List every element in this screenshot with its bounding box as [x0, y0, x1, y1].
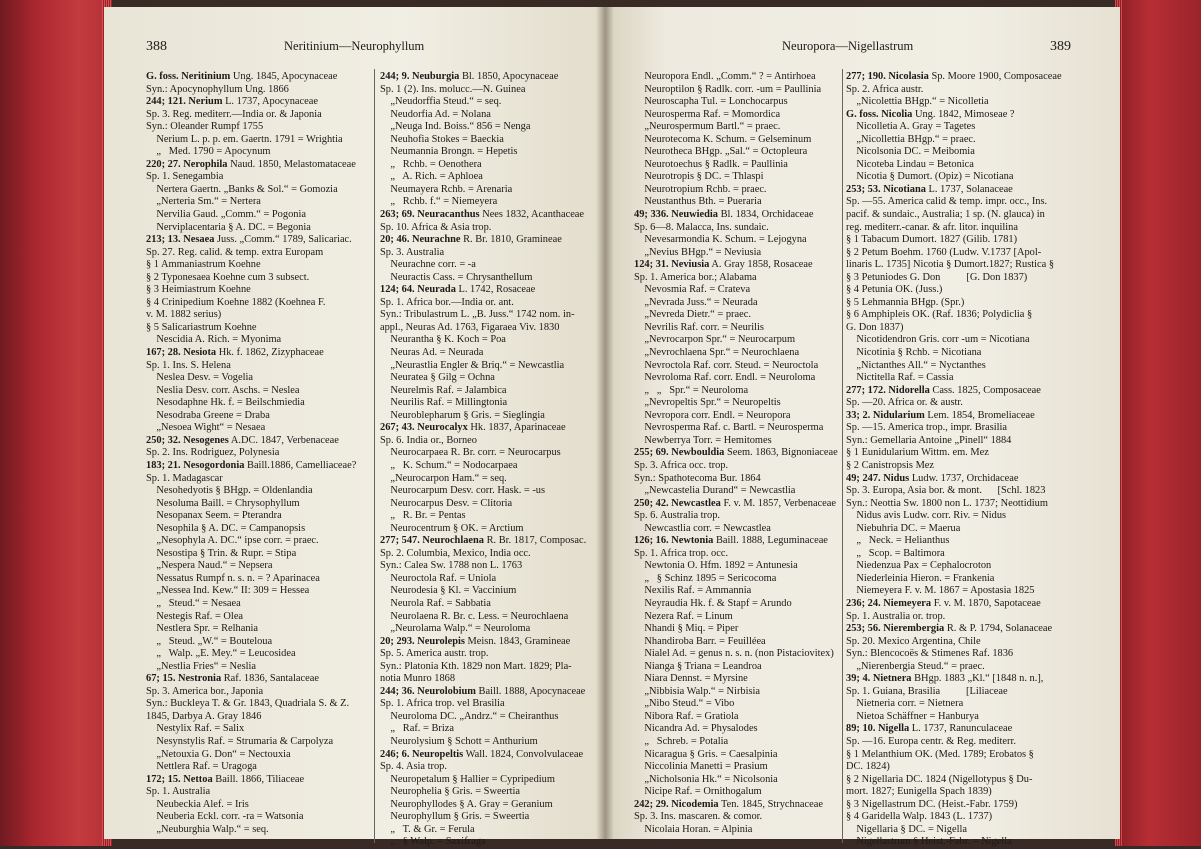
entry-line: Nicandra Ad. = Physalodes	[634, 723, 758, 735]
entry-line: 277; 190. Nicolasia Sp. Moore 1900, Composaceae	[846, 71, 1062, 82]
entry-line: Nicolsonia DC. = Meibomia	[846, 146, 975, 158]
entry-line: Syn.: Calea Sw. 1788 non L. 1763	[380, 560, 523, 572]
entry-line: 49; 247. Nidus Ludw. 1737, Orchidaceae	[846, 472, 1019, 484]
entry-line: Neurosperma Raf. = Momordica	[634, 108, 781, 120]
entry-line: Neurolaena R. Br. c. Less. = Neurochlaena	[380, 610, 569, 622]
entry-line: 255; 69. Newbouldia Seem. 1863, Bignoniaceae	[634, 447, 838, 459]
entry-line: 244; 121. Nerium L. 1737, Apocynaceae	[146, 96, 318, 108]
entry-line: Sp. 5. America austr. trop.	[380, 648, 489, 660]
entry-line: „Netouxia G. Don“ = Nectouxia	[146, 748, 291, 760]
entry-line: Sp. 6. India or., Borneo	[380, 434, 477, 446]
left-page-number: 388	[146, 39, 167, 54]
entry-line: Sp. 1. Australia or. trop.	[846, 610, 946, 622]
entry-line: „Neurastlia Engler & Briq.“ = Newcastlia	[380, 359, 565, 371]
entry-line: § 4 Petunia OK. (Juss.)	[846, 284, 943, 296]
entry-line: Nigellastrum § Heist.-Fabr. = Nigella	[846, 836, 1012, 848]
entry-line: Nevrosperma Raf. c. Bartl. = Neurosperma	[634, 422, 824, 434]
entry-line: 213; 13. Nesaea Juss. „Comm.“ 1789, Salicariac.	[146, 234, 352, 246]
entry-line: Nevroctola Raf. corr. Steud. = Neuroctola	[634, 359, 819, 371]
entry-line: Nicolaia Horan. = Alpinia	[634, 823, 753, 835]
right-column-1	[634, 71, 838, 836]
entry-line: Nerviplacentaria § A. DC. = Begonia	[146, 221, 311, 233]
entry-line: Neuroloma DC. „Andrz.“ = Cheiranthus	[380, 710, 559, 722]
entry-line: Nesophila § A. DC. = Campanopsis	[146, 522, 306, 534]
entry-line: Neustanthus Bth. = Pueraria	[634, 196, 762, 208]
entry-line: § 4 Garidella Walp. 1843 (L. 1737)	[846, 811, 993, 823]
entry-line: „Nevrochlaena Spr.“ = Neurochlaena	[634, 347, 800, 359]
entry-line: 244; 36. Neurolobium Baill. 1888, Apocynaceae	[380, 685, 586, 697]
entry-line: Niebuhria DC. = Maerua	[846, 522, 961, 534]
entry-line: Neurelmis Raf. = Jalambica	[380, 384, 507, 396]
entry-line: Nevroloma Raf. corr. Endl. = Neuroloma	[634, 372, 816, 384]
entry-line: Neurolysium § Schott = Anthurium	[380, 735, 538, 747]
entry-line: Sp. 1. Africa bor.—India or. ant.	[380, 296, 514, 308]
entry-line: „Newcastelia Durand“ = Newcastlia	[634, 485, 796, 497]
entry-line: Nicotia § Dumort. (Opiz) = Nicotiana	[846, 171, 1014, 183]
right-running-head: Neuropora—Nigellastrum	[782, 39, 914, 53]
entry-line: 167; 28. Nesiota Hk. f. 1862, Zizyphaceae	[146, 347, 324, 359]
entry-line: Neuractis Cass. = Chrysanthellum	[380, 271, 533, 283]
entry-line: § 3 Nigellastrum DC. (Heist.-Fabr. 1759)	[846, 798, 1018, 810]
entry-line: Niederleinia Hieron. = Frankenia	[846, 572, 995, 584]
entry-line: 124; 64. Neurada L. 1742, Rosaceae	[380, 284, 536, 296]
entry-line: Sp. 4. Asia trop.	[380, 761, 447, 773]
entry-line: 277; 172. Nidorella Cass. 1825, Composaceae	[846, 384, 1041, 396]
book-edge-left	[0, 0, 112, 846]
entry-line: „ T. & Gr. = Ferula	[380, 823, 475, 835]
entry-line: Neurocarpum Desv. corr. Hask. = -us	[380, 485, 546, 497]
entry-line: „Neurospermum Bartl.“ = praec.	[634, 121, 781, 133]
entry-line: Nettlera Raf. = Uragoga	[146, 761, 257, 773]
entry-line: 246; 6. Neuropeltis Wall. 1824, Convolvulaceae	[380, 748, 584, 760]
entry-line: Nicotidendron Gris. corr -um = Nicotiana	[846, 334, 1030, 346]
entry-line: Sp. 1 (2). Ins. molucc.—N. Guinea	[380, 83, 526, 95]
entry-line: Sp. —15. America trop., impr. Brasilia	[846, 422, 1008, 434]
entry-line: Nerium L. p. p. em. Gaertn. 1791 = Wrightia	[146, 133, 343, 145]
entry-line: „Neurolama Walp.“ = Neuroloma	[380, 623, 531, 635]
entry-line: Sp. —16. Europa centr. & Reg. mediterr.	[846, 735, 1016, 747]
entry-line: Nietneria corr. = Nietnera	[846, 698, 964, 710]
entry-line: Sp. 2. Africa austr.	[846, 83, 924, 95]
entry-line: 1845, Darbya A. Gray 1846	[146, 710, 262, 722]
entry-line: § 5 Salicariastrum Koehne	[146, 321, 257, 333]
entry-line: Sp. 1. Guiana, Brasilia [Liliaceae	[846, 685, 1008, 697]
entry-line: Syn.: Tribulastrum L. „B. Juss.“ 1742 nom. in-	[380, 309, 575, 321]
entry-line: „ Rchb. = Oenothera	[380, 158, 482, 170]
entry-line: Niccolinia Manetti = Prasium	[634, 761, 768, 773]
entry-line: Sp. 1. Ins. S. Helena	[146, 359, 231, 371]
entry-line: Neuroptilon § Radlk. corr. -um = Paullinia	[634, 83, 822, 95]
entry-line: „Nicholsonia Hk.“ = Nicolsonia	[634, 773, 778, 785]
entry-line: Neudorfia Ad. = Nolana	[380, 108, 491, 120]
entry-line: Nicipe Raf. = Ornithogalum	[634, 786, 762, 798]
entry-line: „ Steud.“ = Nesaea	[146, 597, 241, 609]
entry-line: Sp. 27. Reg. calid. & temp. extra Europam	[146, 246, 324, 258]
entry-line: „ Med. 1790 = Apocynum	[146, 146, 271, 158]
entry-line: „ § Schinz 1895 = Sericocoma	[634, 572, 777, 584]
entry-line: Neurantha § K. Koch = Poa	[380, 334, 506, 346]
left-column-2	[380, 71, 586, 849]
entry-line: Nevrilis Raf. corr. = Neurilis	[634, 321, 764, 333]
entry-line: mort. 1827; Eunigella Spach 1839)	[846, 786, 992, 798]
entry-line: 253; 53. Nicotiana L. 1737, Solanaceae	[846, 183, 1013, 195]
entry-line: „ Scop. = Baltimora	[846, 547, 945, 559]
entry-line: G. foss. Nicolia Ung. 1842, Mimoseae ?	[846, 108, 1015, 120]
entry-line: Nictitella Raf. = Cassia	[846, 372, 954, 384]
entry-line: reg. mediterr.-canar. & afr. litor. inquilina	[846, 221, 1018, 233]
entry-line: Neuroscapha Tul. = Lonchocarpus	[634, 96, 788, 108]
entry-line: „Nessea Ind. Kew.“ II: 309 = Hessea	[146, 585, 310, 597]
entry-line: § 2 Nigellaria DC. 1824 (Nigellotypus § Du-	[846, 773, 1033, 785]
entry-line: „Nictanthes All.“ = Nyctanthes	[846, 359, 986, 371]
entry-line: Nestlera Spr. = Relhania	[146, 623, 259, 635]
right-column-rule	[842, 69, 843, 843]
entry-line: Nesoluma Baill. = Chrysophyllum	[146, 497, 300, 509]
entry-line: Neurotheca BHgp. „Sal.“ = Octopleura	[634, 146, 808, 158]
entry-line: „Nevrocarpon Spr.“ = Neurocarpum	[634, 334, 796, 346]
entry-line: § 3 Heimiastrum Koehne	[146, 284, 251, 296]
entry-line: § 1 Ammaniastrum Koehne	[146, 259, 261, 271]
right-column-2	[846, 71, 1062, 849]
entry-line: Neubeckia Alef. = Iris	[146, 798, 249, 810]
entry-line: Sp. 10. Africa & Asia trop.	[380, 221, 492, 233]
entry-line: Neurodesia § Kl. = Vaccinium	[380, 585, 517, 597]
entry-line: „ „ Spr.“ = Neuroloma	[634, 384, 749, 396]
entry-line: Newcastlia corr. = Newcastlea	[634, 522, 771, 534]
entry-line: Neuhofia Stokes = Baeckia	[380, 133, 504, 145]
entry-line: Neurotropium Rchb. = praec.	[634, 183, 767, 195]
entry-line: 126; 16. Newtonia Baill. 1888, Leguminaceae	[634, 535, 828, 547]
entry-line: Nianga § Triana = Leandroa	[634, 660, 762, 672]
entry-line: „Neudorffia Steud.“ = seq.	[380, 96, 502, 108]
entry-line: 172; 15. Nettoa Baill. 1866, Tiliaceae	[146, 773, 305, 785]
entry-line: Sp. 1. Madagascar	[146, 472, 223, 484]
entry-line: § 5 Lehmannia BHgp. (Spr.)	[846, 296, 965, 308]
entry-line: Newberrya Torr. = Hemitomes	[634, 434, 772, 446]
entry-line: Syn.: Buckleya T. & Gr. 1843, Quadriala S. & Z.	[146, 698, 350, 710]
entry-line: Nevosmia Raf. = Crateva	[634, 284, 751, 296]
entry-line: 267; 43. Neurocalyx Hk. 1837, Aparinaceae	[380, 422, 566, 434]
entry-line: „Nicollettia BHgp.“ = praec.	[846, 133, 976, 145]
entry-line: Neslia Desv. corr. Aschs. = Neslea	[146, 384, 300, 396]
entry-line: G. foss. Neritinium Ung. 1845, Apocynaceae	[146, 71, 338, 82]
entry-line: Neuropora Endl. „Comm.“ ? = Antirhoea	[634, 71, 816, 82]
entry-line: „Nicolettia BHgp.“ = Nicolletia	[846, 96, 989, 108]
entry-line: Neurotecoma K. Schum. = Gelseminum	[634, 133, 812, 145]
entry-line: Neurachne corr. = -a	[380, 259, 476, 271]
entry-line: Sp. 1. Africa trop. vel Brasilia	[380, 698, 505, 710]
entry-line: Neurocentrum § OK. = Arctium	[380, 522, 524, 534]
entry-line: Sp. 20. Mexico Argentina, Chile	[846, 635, 981, 647]
entry-line: Nesodaphne Hk. f. = Beilschmiedia	[146, 397, 305, 409]
entry-line: Sp. 1. Senegambia	[146, 171, 224, 183]
entry-line: Nietoa Schäffner = Hanburya	[846, 710, 979, 722]
entry-line: Nialel Ad. = genus n. s. n. (non Pistaciovitex)	[634, 648, 834, 660]
entry-line: Sp. 1. Australia	[146, 786, 211, 798]
entry-line: „Nevreda Dietr.“ = praec.	[634, 309, 751, 321]
entry-line: Sp. 3. Europa, Asia bor. & mont. [Schl. 1823	[846, 485, 1046, 497]
entry-line: „Nestlia Fries“ = Neslia	[146, 660, 257, 672]
entry-line: 220; 27. Nerophila Naud. 1850, Melastomataceae	[146, 158, 356, 170]
entry-line: Nervilia Gaud. „Comm.“ = Pogonia	[146, 209, 306, 221]
entry-line: Nesostipa § Trin. & Rupr. = Stipa	[146, 547, 297, 559]
entry-line: Nestegis Raf. = Olea	[146, 610, 244, 622]
entry-line: „ Walp. „E. Mey.“ = Leucosidea	[146, 648, 296, 660]
entry-line: „Nevrada Juss.“ = Neurada	[634, 296, 758, 308]
entry-line: DC. 1824)	[846, 761, 890, 773]
entry-line: „ Rchb. f.“ = Niemeyera	[380, 196, 498, 208]
entry-line: Newtonia O. Hfm. 1892 = Antunesia	[634, 560, 798, 572]
entry-line: Neuratea § Gilg = Ochna	[380, 372, 495, 384]
entry-line: 250; 42. Newcastlea F. v. M. 1857, Verbenaceae	[634, 497, 837, 509]
entry-line: „Nevropeltis Spr.“ = Neuropeltis	[634, 397, 781, 409]
entry-line: 277; 547. Neurochlaena R. Br. 1817, Composac.	[380, 535, 587, 547]
entry-line: Nezera Raf. = Linum	[634, 610, 733, 622]
entry-line: Syn.: Gemellaria Antoine „Pinell“ 1884	[846, 434, 1012, 446]
entry-line: Neuras Ad. = Neurada	[380, 347, 484, 359]
entry-line: § 1 Tabacum Dumort. 1827 (Gilib. 1781)	[846, 234, 1018, 246]
entry-line: notia Munro 1868	[380, 673, 456, 685]
entry-line: v. M. 1882 serius)	[146, 309, 222, 321]
entry-line: Syn.: Blencocoës & Stimenes Raf. 1836	[846, 648, 1014, 660]
entry-line: Nhandi § Miq. = Piper	[634, 623, 739, 635]
entry-line: Niara Dennst. = Myrsine	[634, 673, 748, 685]
entry-line: 236; 24. Niemeyera F. v. M. 1870, Sapotaceae	[846, 597, 1041, 609]
entry-line: Sp. 2. Columbia, Mexico, India occ.	[380, 547, 531, 559]
entry-line: § 2 Canistropsis Mez	[846, 459, 935, 471]
book-gutter	[596, 7, 614, 839]
entry-line: „ R. Br. = Pentas	[380, 510, 466, 522]
entry-line: „ Neck. = Helianthus	[846, 535, 950, 547]
entry-line: „ Steud. „W.“ = Bouteloua	[146, 635, 273, 647]
entry-line: 244; 9. Neuburgia Bl. 1850, Apocynaceae	[380, 71, 559, 82]
entry-line: pacif. & sundaic., Australia; 1 sp. (N. glauca) in	[846, 209, 1045, 221]
entry-line: Syn.: Spathotecoma Bur. 1864	[634, 472, 761, 484]
entry-line: § 2 Typonesaea Koehne cum 3 subsect.	[146, 271, 310, 283]
entry-line: Neuroblepharum § Gris. = Sieglingia	[380, 409, 545, 421]
entry-line: Nesopanax Seem. = Pterandra	[146, 510, 282, 522]
entry-line: 20; 293. Neurolepis Meisn. 1843, Gramineae	[380, 635, 571, 647]
entry-line: § 4 Crinipedium Koehne 1882 (Koehnea F.	[146, 296, 326, 308]
entry-line: Sp. 3. America bor., Japonia	[146, 685, 264, 697]
entry-line: Nesohedyotis § BHgp. = Oldenlandia	[146, 485, 313, 497]
entry-line: Nexilis Raf. = Ammannia	[634, 585, 752, 597]
book-edge-right	[1115, 0, 1201, 846]
entry-line: 33; 2. Nidularium Lem. 1854, Bromeliaceae	[846, 409, 1035, 421]
entry-line: Neurocarpaea R. Br. corr. = Neurocarpus	[380, 447, 561, 459]
entry-line: „ A. Rich. = Aphloea	[380, 171, 483, 183]
entry-line: Sp. 6. Australia trop.	[634, 510, 721, 522]
entry-line: „ Schreb. = Potalia	[634, 735, 729, 747]
entry-line: Neurophelia § Gris. = Sweertia	[380, 786, 521, 798]
entry-line: Nesodraba Greene = Draba	[146, 409, 270, 421]
entry-line: 263; 69. Neuracanthus Nees 1832, Acanthaceae	[380, 209, 585, 221]
left-column-1	[146, 71, 356, 836]
entry-line: linaris L. 1735] Nicotia § Dumort.1827; Rustica §	[846, 259, 1055, 271]
entry-line: Nhandiroba Barr. = Feuilléea	[634, 635, 766, 647]
entry-line: Neurocarpus Desv. = Clitoria	[380, 497, 513, 509]
entry-line: 250; 32. Nesogenes A.DC. 1847, Verbenaceae	[146, 434, 339, 446]
entry-line: Nicaragua § Gris. = Caesalpinia	[634, 748, 778, 760]
entry-line: Neyraudia Hk. f. & Stapf = Arundo	[634, 597, 792, 609]
entry-line: § 1 Melanthium OK. (Med. 1789; Erobatos §	[846, 748, 1034, 760]
entry-line: 183; 21. Nesogordonia Baill.1886, Camelliaceae?	[146, 459, 357, 471]
entry-line: Sp. —55. America calid & temp. impr. occ., Ins.	[846, 196, 1048, 208]
entry-line: „Nerteria Sm.“ = Nertera	[146, 196, 261, 208]
entry-line: 89; 10. Nigella L. 1737, Ranunculaceae	[846, 723, 1013, 735]
entry-line: „ K. Schum.“ = Nodocarpaea	[380, 459, 518, 471]
entry-line: Nestylix Raf. = Salix	[146, 723, 245, 735]
entry-line: Neuroctola Raf. = Uniola	[380, 572, 497, 584]
entry-line: Niedenzua Pax = Cephalocroton	[846, 560, 992, 572]
entry-line: Nicoteba Lindau = Betonica	[846, 158, 974, 170]
entry-line: „Nibbisia Walp.“ = Nirbisia	[634, 685, 761, 697]
entry-line: „Nesoea Wight“ = Nesaea	[146, 422, 266, 434]
entry-line: § 1 Eunidularium Wittm. em. Mez	[846, 447, 989, 459]
left-page	[104, 7, 604, 848]
entry-line: Sp. 3. Reg. mediterr.—India or. & Japonia	[146, 108, 322, 120]
entry-line: Sp. 3. Australia	[380, 246, 445, 258]
entry-line: Neurophyllodes § A. Gray = Geranium	[380, 798, 553, 810]
entry-line: Nessatus Rumpf n. s. n. = ? Aparinacea	[146, 572, 320, 584]
entry-line: Nicotinia § Rchb. = Nicotiana	[846, 347, 982, 359]
entry-line: Nigellaria § DC. = Nigella	[846, 823, 967, 835]
entry-line: Syn.: Platonia Kth. 1829 non Mart. 1829; Pla-	[380, 660, 572, 672]
entry-line: Neurola Raf. = Sabbatia	[380, 597, 491, 609]
entry-line: 49; 336. Neuwiedia Bl. 1834, Orchidaceae	[634, 209, 814, 221]
entry-line: Nevesarmondia K. Schum. = Lejogyna	[634, 234, 807, 246]
entry-line: Niemeyera F. v. M. 1867 = Apostasia 1825	[846, 585, 1035, 597]
entry-line: Neurotropis § DC. = Thlaspi	[634, 171, 764, 183]
entry-line: Nicolletia A. Gray = Tagetes	[846, 121, 976, 133]
entry-line: § 3 Petuniodes G. Don [G. Don 1837)	[846, 271, 1028, 283]
entry-line: Nertera Gaertn. „Banks & Sol.“ = Gomozia	[146, 183, 338, 195]
entry-line: Nesynstylis Raf. = Strumaria & Carpolyza	[146, 735, 334, 747]
entry-line: Neurophyllum § Gris. = Sweertia	[380, 811, 530, 823]
entry-line: Neumayera Rchb. = Arenaria	[380, 183, 513, 195]
entry-line: Sp. 2. Ins. Rodriguez, Polynesia	[146, 447, 280, 459]
entry-line: „Neuga Ind. Boiss.“ 856 = Nenga	[380, 121, 531, 133]
entry-line: Neslea Desv. = Vogelia	[146, 372, 253, 384]
entry-line: Syn.: Neottia Sw. 1800 non L. 1737; Neottidium	[846, 497, 1048, 509]
entry-line: § 6 Amphipleis OK. (Raf. 1836; Polydiclia §	[846, 309, 1033, 321]
entry-line: Sp. 3. Ins. mascaren. & comor.	[634, 811, 763, 823]
entry-line: Syn.: Apocynophyllum Ung. 1866	[146, 83, 289, 95]
entry-line: „Neurocarpon Ham.“ = seq.	[380, 472, 507, 484]
entry-line: Nescidia A. Rich. = Myonima	[146, 334, 282, 346]
right-page	[604, 7, 1120, 848]
entry-line: Sp. 1. America bor.; Alabama	[634, 271, 757, 283]
entry-line: 242; 29. Nicodemia Ten. 1845, Strychnaceae	[634, 798, 823, 810]
entry-line: „Nibo Steud.“ = Vibo	[634, 698, 735, 710]
entry-line: 20; 46. Neurachne R. Br. 1810, Gramineae	[380, 234, 562, 246]
entry-line: Nevropora corr. Endl. = Neuropora	[634, 409, 791, 421]
entry-line: „Nevius BHgp.“ = Neviusia	[634, 246, 762, 258]
entry-line: 253; 56. Nierembergia R. & P. 1794, Solanaceae	[846, 623, 1053, 635]
entry-line: § 2 Petum Boehm. 1760 (Ludw. V.1737 [Apol-	[846, 246, 1042, 258]
entry-line: Nidus avis Ludw. corr. Riv. = Nidus	[846, 510, 1007, 522]
left-column-rule	[374, 69, 375, 843]
entry-line: Syn.: Oleander Rumpf 1755	[146, 121, 264, 133]
entry-line: Sp. —20. Africa or. & austr.	[846, 397, 963, 409]
entry-line: Neurotoechus § Radlk. = Paullinia	[634, 158, 788, 170]
entry-line: 124; 31. Neviusia A. Gray 1858, Rosaceae	[634, 259, 813, 271]
entry-line: „ Raf. = Briza	[380, 723, 454, 735]
entry-line: G. Don 1837)	[846, 321, 904, 333]
entry-line: 67; 15. Nestronia Raf. 1836, Santalaceae	[146, 673, 319, 685]
entry-line: „Nesophyla A. DC.“ ipse corr. = praec.	[146, 535, 319, 547]
entry-line: Neumannia Brongn. = Hepetis	[380, 146, 518, 158]
entry-line: Nibora Raf. = Gratiola	[634, 710, 739, 722]
entry-line: „Nierenbergia Steud.“ = praec.	[846, 660, 985, 672]
entry-line: appl., Neuras Ad. 1763, Figaraea Viv. 1830	[380, 321, 560, 333]
entry-line: Sp. 6—8. Malacca, Ins. sundaic.	[634, 221, 769, 233]
entry-line: „Neuburghia Walp.“ = seq.	[146, 823, 269, 835]
entry-line: Neuropetalum § Hallier = Cypripedium	[380, 773, 555, 785]
left-running-head: Neritinium—Neurophyllum	[284, 39, 425, 53]
entry-line: „ § Walp. = Saxifraga	[380, 836, 486, 848]
right-page-number: 389	[1050, 39, 1071, 54]
entry-line: 39; 4. Nietnera BHgp. 1883 „Kl.“ [1848 n. n.],	[846, 673, 1044, 685]
entry-line: Neuberia Eckl. corr. -ra = Watsonia	[146, 811, 304, 823]
entry-line: „Nespera Naud.“ = Nepsera	[146, 560, 273, 572]
entry-line: Neurilis Raf. = Millingtonia	[380, 397, 508, 409]
entry-line: Sp. 1. Africa trop. occ.	[634, 547, 729, 559]
entry-line: Sp. 3. Africa occ. trop.	[634, 459, 729, 471]
